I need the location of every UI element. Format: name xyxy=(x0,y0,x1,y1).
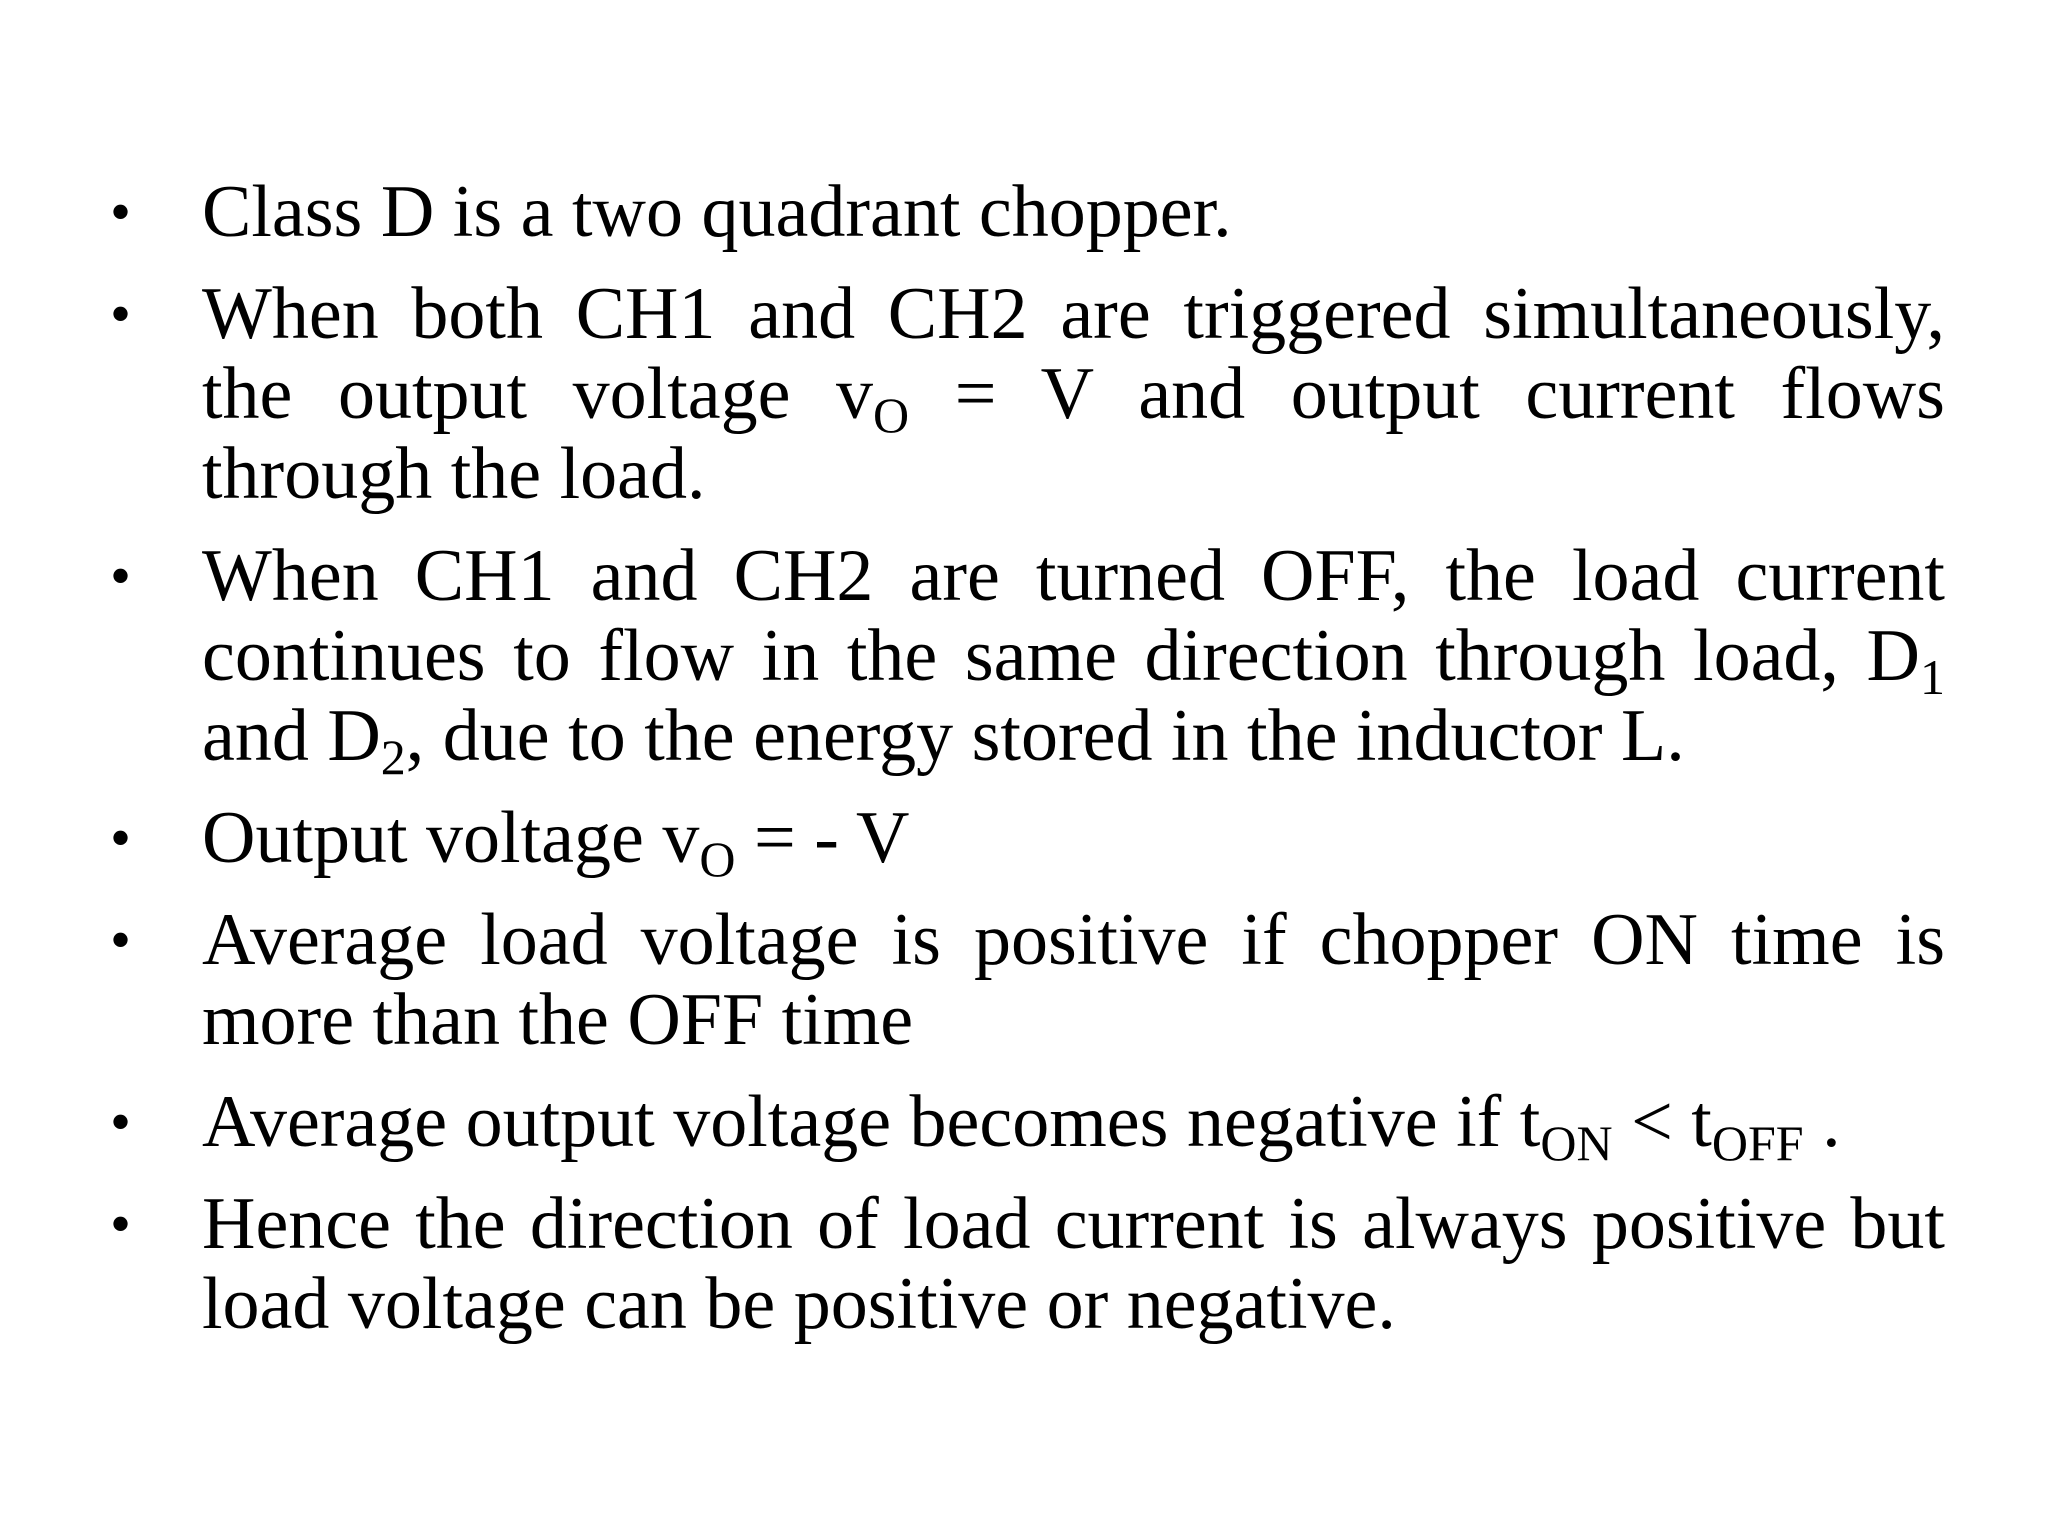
subscript: 1 xyxy=(1920,649,1945,705)
bullet-text: Average output voltage becomes negative if t xyxy=(202,1081,1541,1163)
bullet-text: = - V xyxy=(735,797,910,879)
bullet-item xyxy=(110,535,1945,785)
bullet-text: . xyxy=(1803,1081,1841,1163)
bullet-text: Class D is a two quadrant chopper. xyxy=(202,171,1232,253)
bullet-item xyxy=(110,274,1945,514)
bullet-marker: • xyxy=(110,1191,132,1257)
bullet-text: When both CH1 and CH2 are triggered simultaneously, the output voltage v xyxy=(202,273,1945,435)
bullet-marker: • xyxy=(110,543,132,609)
bullet-marker: • xyxy=(110,179,132,245)
bullet-text: , due to the energy stored in the inductor L. xyxy=(405,695,1685,777)
bullet-marker: • xyxy=(110,1089,132,1155)
bullet-item xyxy=(110,1184,1945,1344)
bullet-item xyxy=(110,797,1945,887)
bullet-text: < t xyxy=(1612,1081,1712,1163)
bullet-marker: • xyxy=(110,805,132,871)
subscript: O xyxy=(873,387,910,443)
bullet-text: When CH1 and CH2 are turned OFF, the load current continues to flow in the same direction through load, D xyxy=(202,535,1945,697)
bullet-text: and D xyxy=(202,695,381,777)
bullet-text: Hence the direction of load current is always positive but load voltage can be positive or negative. xyxy=(202,1183,1945,1345)
bullet-text: Average load voltage is positive if chopper ON time is more than the OFF time xyxy=(202,899,1945,1061)
bullet-text: Output voltage v xyxy=(202,797,700,879)
bullet-item xyxy=(110,900,1945,1060)
subscript: ON xyxy=(1540,1115,1613,1171)
bullet-item xyxy=(110,172,1945,252)
bullet-list xyxy=(110,172,1945,1366)
subscript: O xyxy=(699,831,736,887)
subscript: OFF xyxy=(1711,1115,1804,1171)
bullet-marker: • xyxy=(110,907,132,973)
bullet-marker: • xyxy=(110,281,132,347)
subscript: 2 xyxy=(380,729,406,785)
bullet-item xyxy=(110,1081,1945,1171)
bullet-text: = V and output current flows through the load. xyxy=(202,353,1945,515)
